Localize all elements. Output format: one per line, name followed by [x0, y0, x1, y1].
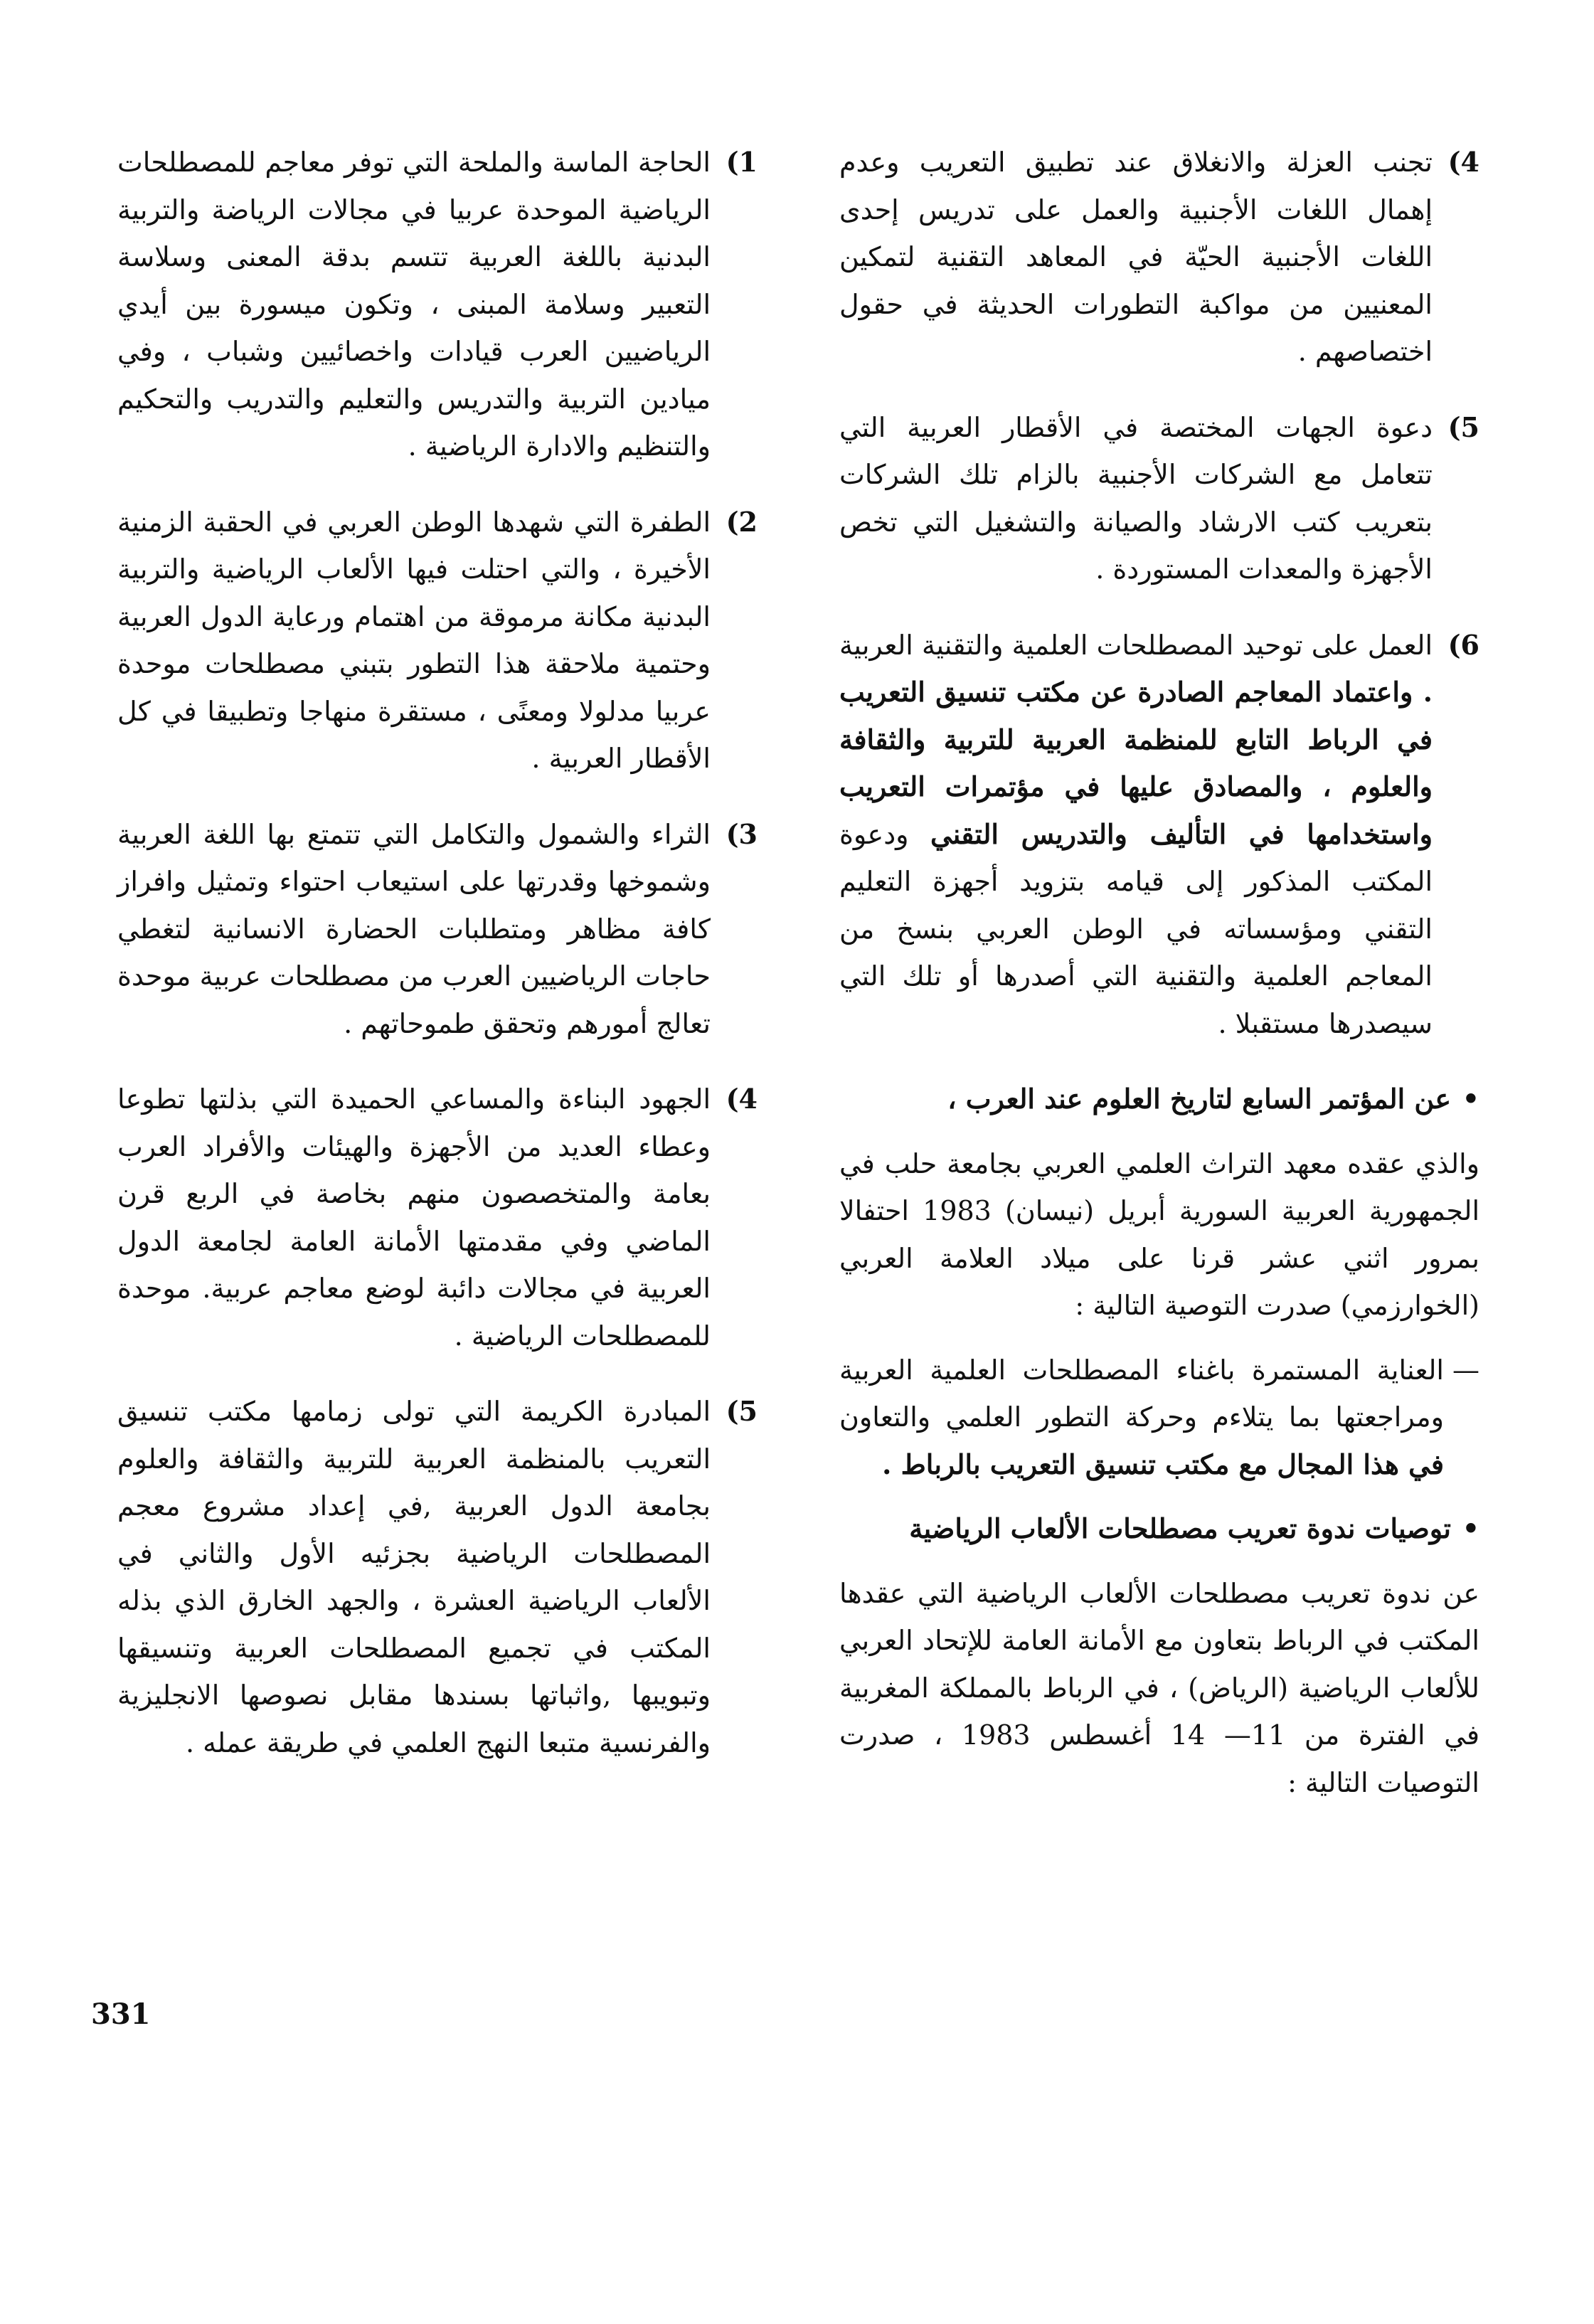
symposium-heading [839, 1505, 1479, 1553]
item-number: 5) [726, 1395, 758, 1427]
symposium-bullet-text: توصيات ندوة تعريب مصطلحات الألعاب الرياضية [909, 1512, 1451, 1544]
item-text: دعوة الجهات المختصة في الأقطار العربية التي تتعامل مع الشركات الأجنبية بالزام تلك الشركات بتعريب كتب الارشاد والصيانة والتشغيل التي تخص الأجهزة والمعدات المستوردة . [839, 411, 1433, 585]
list-item [117, 1388, 758, 1766]
recommendation-text [839, 1347, 1444, 1489]
left-column [117, 139, 758, 1795]
item-number: 5) [1447, 410, 1479, 443]
list-item [839, 622, 1479, 1048]
right-column [839, 139, 1479, 1823]
item-number: 4) [1447, 146, 1479, 178]
item-number: 6) [1447, 628, 1479, 661]
item-text: الجهود البناءة والمساعي الحميدة التي بذلتها تطوعا وعطاء العديد من الأجهزة والهيئات والأفراد العرب بعامة والمتخصصون منهم بخاصة في الربع قرن الماضي وفي مقدمتها الأمانة العامة لجامعة الدول العربية في مجالات دائبة لوضع معاجم عربية. موحدة للمصطلحات الرياضية . [117, 1083, 711, 1352]
item-number: 4) [726, 1083, 758, 1115]
list-item [117, 1076, 758, 1359]
item-text: الثراء والشمول والتكامل التي تتمتع بها اللغة العربية وشموخها وقدرتها على استيعاب احتواء وتمثيل وافراز كافة مظاهر ومتطلبات الحضارة الانسانية لتغطي حاجات الرياضيين العرب من مصطلحات عربية موحدة تعالج أمورهم وتحقق طموحاتهم . [117, 818, 711, 1039]
list-item [117, 499, 758, 782]
bullet-icon: • [1462, 1083, 1479, 1115]
item-text: تجنب العزلة والانغلاق عند تطبيق التعريب وعدم إهمال اللغات الأجنبية والعمل على تدريس إحدى اللغات الأجنبية الحيّة في المعاهد التقنية لتمكين المعنيين من مواكبة التطورات الحديثة في حقول اختصاصهم . [839, 147, 1433, 367]
list-item [839, 139, 1479, 376]
recommendation-item [839, 1347, 1479, 1489]
item-text: الطفرة التي شهدها الوطن العربي في الحقبة الزمنية الأخيرة ، والتي احتلت فيها الألعاب الرياضية والتربية البدنية مكانة مرموقة من اهتمام ورعاية الدول العربية وحتمية ملاحقة هذا التطور بتبني مصطلحات موحدة عربيا مدلولا ومعنًى ، مستقرة منهاجا وتطبيقا في كل الأقطار العربية . [117, 506, 711, 774]
item-text: الحاجة الماسة والملحة التي توفر معاجم للمصطلحات الرياضية الموحدة عربيا في مجالات الرياضة والتربية البدنية باللغة العربية تتسم بدقة المعنى وسلاسة التعبير وسلامة المبنى ، وتكون ميسورة بين أيدي الرياضيين العرب قيادات واخصائيين وشباب ، وفي ميادين التربية والتدريس والتعليم والتدريب والتحكيم والتنظيم والادارة الرياضية . [117, 147, 711, 462]
conference-heading [839, 1076, 1479, 1123]
item-number: 3) [726, 817, 758, 850]
recommendation-plain: العناية المستمرة باغناء المصطلحات العلمية العربية ومراجعتها بما يتلاءم وحركة التطور العلمي والتعاون [839, 1354, 1444, 1433]
recommendation-bold: في هذا المجال مع مكتب تنسيق التعريب بالرباط . [882, 1448, 1444, 1480]
item-number: 2) [726, 505, 758, 538]
list-item [117, 811, 758, 1048]
item-number: 1) [726, 146, 758, 178]
list-item [839, 404, 1479, 593]
item-text-bold: . واعتماد المعاجم الصادرة عن مكتب تنسيق التعريب في الرباط التابع للمنظمة العربية للتربية والثقافة والعلوم ، والمصادق عليها في مؤتمرات التعريب واستخدامها في التأليف والتدريس التقني [839, 676, 1433, 850]
conference-paragraph: والذي عقده معهد التراث العلمي العربي بجامعة حلب في الجمهورية العربية السورية أبريل (نيسان) 1983 احتفالا بمرور اثني عشر قرنا على ميلاد العلامة العربي (الخوارزمي) صدرت التوصية التالية : [839, 1147, 1479, 1321]
item-text-plain: العمل على توحيد المصطلحات العلمية والتقنية العربية [839, 629, 1433, 661]
list-item [117, 139, 758, 470]
dash-icon: — [1452, 1354, 1479, 1386]
conference-bullet-text: عن المؤتمر السابع لتاريخ العلوم عند العرب ، [947, 1083, 1451, 1115]
bullet-icon: • [1462, 1512, 1479, 1544]
symposium-paragraph: عن ندوة تعريب مصطلحات الألعاب الرياضية التي عقدها المكتب في الرباط بتعاون مع الأمانة العامة للإتحاد العربي للألعاب الرياضية (الرياض) ، في الرباط بالمملكة المغربية في الفترة من 11— 14 أغسطس 1983 ، صدرت التوصيات التالية : [839, 1577, 1480, 1798]
page-number: 331 [91, 1997, 151, 2031]
item-text-rest: ودعوة المكتب المذكور إلى قيامه بتزويد أجهزة التعليم التقني ومؤسساته في الوطن العربي بنسخ من المعاجم العلمية والتقنية التي أصدرها أو تلك التي سيصدرها مستقبلا . [839, 818, 1433, 1039]
item-text: المبادرة الكريمة التي تولى زمامها مكتب تنسيق التعريب بالمنظمة العربية للتربية والثقافة والعلوم بجامعة الدول العربية ,في إعداد مشروع معجم المصطلحات الرياضية بجزئيه الأول والثاني في الألعاب الرياضية العشرة ، والجهد الخارق الذي بذله المكتب في تجميع المصطلحات العربية وتنسيقها وتبويبها ,واثباتها بسندها مقابل نصوصها الانجليزية والفرنسية متبعا النهج العلمي في طريقة عمله . [117, 1396, 711, 1758]
item-text [839, 622, 1433, 1048]
